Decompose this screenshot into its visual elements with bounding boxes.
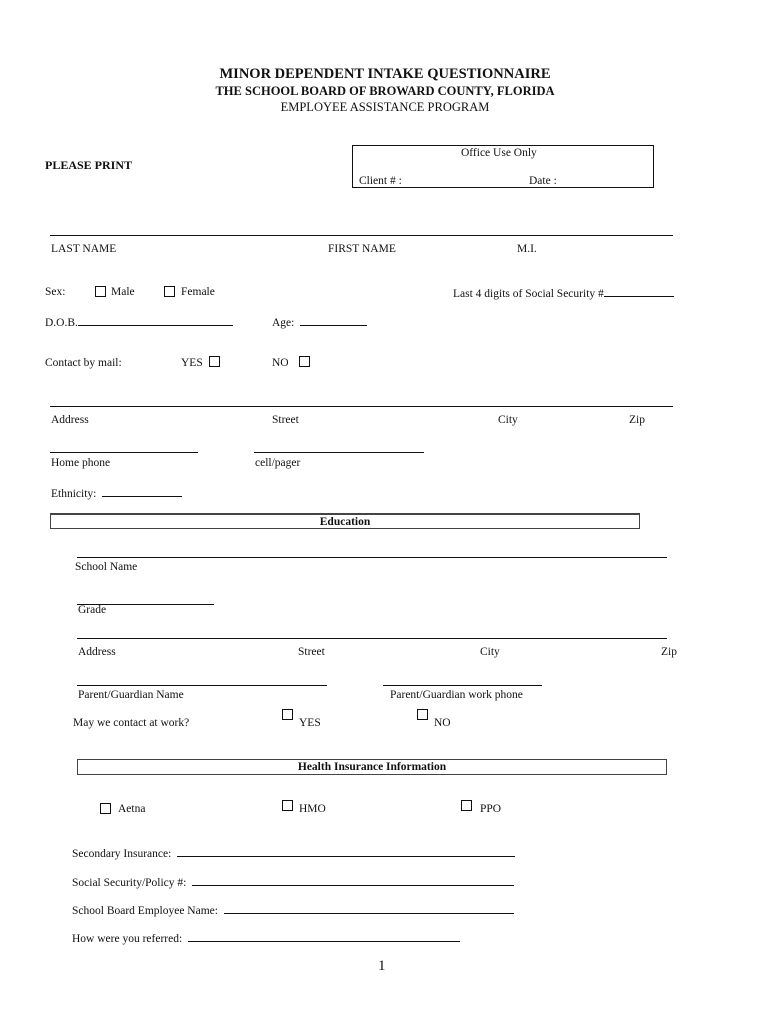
home-phone-label: Home phone <box>51 457 111 469</box>
policy-field <box>72 875 514 889</box>
cell-pager-line[interactable] <box>254 452 424 453</box>
ssn-label: Last 4 digits of Social Security # <box>453 288 604 300</box>
guardian-phone-label: Parent/Guardian work phone <box>390 689 523 701</box>
dob-label: D.O.B. <box>45 317 78 329</box>
insurance-heading: Health Insurance Information <box>297 761 447 773</box>
form-title: MINOR DEPENDENT INTAKE QUESTIONNAIRE <box>219 66 551 82</box>
school-street-label: Street <box>298 646 325 658</box>
secondary-insurance-line[interactable] <box>177 846 515 857</box>
name-line[interactable] <box>50 235 673 236</box>
middle-initial-label: M.I. <box>517 243 537 255</box>
education-heading: Education <box>319 516 371 528</box>
ethnicity-label: Ethnicity: <box>51 488 97 500</box>
sex-label: Sex: <box>45 286 66 298</box>
ppo-label: PPO <box>480 803 502 815</box>
secondary-insurance-field <box>72 846 515 860</box>
contact-no-checkbox[interactable] <box>299 356 310 367</box>
referred-label: How were you referred: <box>72 933 183 945</box>
contact-work-yes-checkbox[interactable] <box>282 709 293 720</box>
hmo-label: HMO <box>299 803 326 815</box>
contact-work-no-label: NO <box>434 717 451 729</box>
hmo-checkbox[interactable] <box>282 800 293 811</box>
school-name-line[interactable] <box>77 557 667 558</box>
contact-yes-checkbox[interactable] <box>209 356 220 367</box>
female-checkbox[interactable] <box>164 286 175 297</box>
home-phone-line[interactable] <box>50 452 198 453</box>
age-input-line[interactable] <box>300 315 367 326</box>
school-address-line[interactable] <box>77 638 667 639</box>
contact-work-yes-label: YES <box>299 717 321 729</box>
dob-field <box>45 315 233 329</box>
program-name: EMPLOYEE ASSISTANCE PROGRAM <box>280 100 490 114</box>
employee-name-field <box>72 903 514 917</box>
school-address-label: Address <box>78 646 116 658</box>
address-label: Address <box>51 414 89 426</box>
school-city-label: City <box>480 646 500 658</box>
office-use-box <box>352 145 654 188</box>
first-name-label: FIRST NAME <box>328 243 396 255</box>
education-section-bar <box>50 513 640 529</box>
ethnicity-field <box>51 486 182 500</box>
school-zip-label: Zip <box>661 646 677 658</box>
aetna-label: Aetna <box>118 803 146 815</box>
zip-label: Zip <box>629 414 645 426</box>
cell-pager-label: cell/pager <box>255 457 301 469</box>
policy-line[interactable] <box>192 875 514 886</box>
age-label: Age: <box>272 317 295 329</box>
guardian-name-label: Parent/Guardian Name <box>78 689 184 701</box>
city-label: City <box>498 414 518 426</box>
ethnicity-input-line[interactable] <box>102 486 182 497</box>
office-use-title: Office Use Only <box>461 147 537 159</box>
office-date-label: Date : <box>529 175 557 187</box>
contact-work-no-checkbox[interactable] <box>417 709 428 720</box>
aetna-checkbox[interactable] <box>100 803 111 814</box>
dob-input-line[interactable] <box>78 315 233 326</box>
employee-name-label: School Board Employee Name: <box>72 905 218 917</box>
age-field <box>272 315 367 329</box>
grade-label: Grade <box>78 604 107 616</box>
contact-work-label: May we contact at work? <box>73 717 190 729</box>
last-name-label: LAST NAME <box>51 243 117 255</box>
referred-line[interactable] <box>188 931 460 942</box>
guardian-phone-line[interactable] <box>383 685 542 686</box>
female-label: Female <box>181 286 215 298</box>
male-label: Male <box>111 286 135 298</box>
street-label: Street <box>272 414 299 426</box>
address-line[interactable] <box>50 406 673 407</box>
client-number-label: Client # : <box>359 175 402 187</box>
male-checkbox[interactable] <box>95 286 106 297</box>
contact-no-label: NO <box>272 357 289 369</box>
employee-name-line[interactable] <box>224 903 514 914</box>
policy-label: Social Security/Policy #: <box>72 877 187 889</box>
page-number: 1 <box>378 958 386 974</box>
guardian-name-line[interactable] <box>77 685 327 686</box>
contact-yes-label: YES <box>181 357 203 369</box>
school-name-label: School Name <box>75 561 138 573</box>
ssn-field <box>453 286 674 300</box>
please-print-label: PLEASE PRINT <box>45 158 133 172</box>
secondary-insurance-label: Secondary Insurance: <box>72 848 172 860</box>
form-subtitle: THE SCHOOL BOARD OF BROWARD COUNTY, FLORIDA <box>215 84 555 98</box>
referred-field <box>72 931 460 945</box>
ppo-checkbox[interactable] <box>461 800 472 811</box>
contact-mail-label: Contact by mail: <box>45 357 122 369</box>
insurance-section-bar <box>77 759 667 775</box>
ssn-input-line[interactable] <box>604 286 674 297</box>
